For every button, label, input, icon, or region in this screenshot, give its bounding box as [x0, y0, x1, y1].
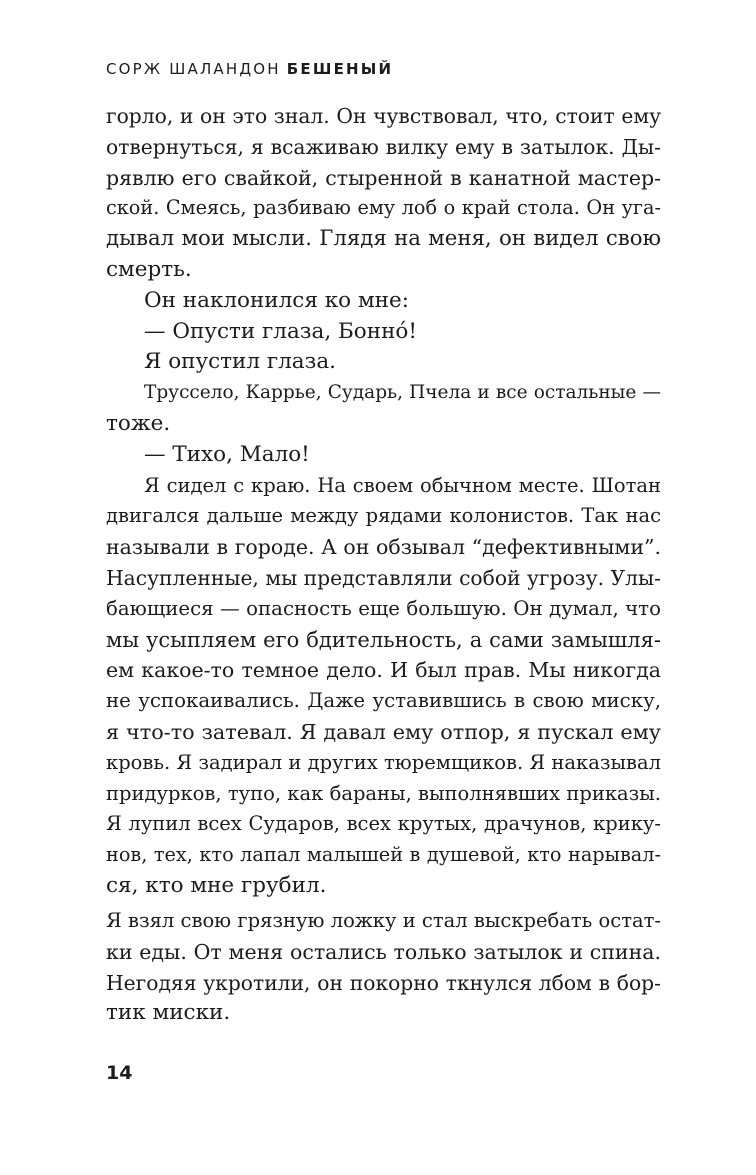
- text-line: Я лупил всех Сударов, всех крутых, драчунов, крику-: [106, 812, 661, 836]
- header-author: СОРЖ ШАЛАНДОН: [106, 60, 281, 78]
- text-line: придурков, тупо, как бараны, выполнявших приказы.: [106, 781, 661, 805]
- text-line: рявлю его свайкой, стыренной в канатной мастер-: [106, 165, 661, 190]
- text-line: Насупленные, мы представляли собой угрозу. Улы-: [106, 565, 661, 590]
- text-line: горло, и он это знал. Он чувствовал, что, стоит ему: [106, 104, 661, 128]
- text-line: ем какое-то темное дело. И был прав. Мы никогда: [106, 658, 661, 683]
- section-break-text: [106, 906, 661, 1029]
- text-line: ской. Смеясь, разбиваю ему лоб о край стола. Он уга-: [106, 196, 661, 220]
- running-header: [106, 60, 393, 78]
- text-line: мы усыпляем его бдительность, а сами замышля-: [106, 627, 661, 652]
- text-line: смерть.: [106, 256, 192, 282]
- text-line: Труссело, Каррье, Сударь, Пчела и все остальные —: [144, 382, 661, 404]
- text-line: я что-то затевал. Я давал ему отпор, я пускал ему: [106, 719, 661, 744]
- text-line: двигался дальше между рядами колонистов. Так нас: [106, 504, 661, 528]
- text-line: называли в городе. А он обзывал “дефективными”.: [106, 535, 661, 560]
- text-line: нов, тех, кто лапал малышей в душевой, кто нарывал-: [106, 843, 661, 867]
- text-line: ки еды. От меня остались только затылок и спина.: [106, 939, 661, 964]
- text-line: ся, кто мне грубил.: [106, 872, 327, 898]
- page-number: 14: [106, 1062, 133, 1084]
- text-line: Негодяя укротили, он покорно ткнулся лбом в бор-: [106, 970, 661, 995]
- header-book-title: БЕШЕНЫЙ: [286, 60, 394, 78]
- text-line: не успокаивались. Даже уставившись в свою миску,: [106, 689, 661, 713]
- text-line: тик миски.: [106, 1000, 231, 1026]
- text-line: отвернуться, я всаживаю вилку ему в затылок. Ды-: [106, 134, 661, 159]
- text-line: бающиеся — опасность еще большую. Он думал, что: [106, 596, 661, 620]
- text-line: тоже.: [106, 410, 171, 436]
- text-line: Я опустил глаза.: [144, 349, 336, 375]
- text-line: — Тихо, Мало!: [144, 441, 310, 467]
- text-line: Я взял свою грязную ложку и стал выскребать остат-: [106, 909, 661, 932]
- text-line: Я сидел с краю. На своем обычном месте. Шотан: [144, 473, 661, 497]
- body-text: [106, 101, 661, 902]
- text-line: кровь. Я задирал и других тюремщиков. Я наказывал: [106, 750, 661, 774]
- text-line: Он наклонился ко мне:: [144, 287, 409, 313]
- text-line: — Опусти глаза, Боннó!: [144, 318, 417, 344]
- text-line: дывал мои мысли. Глядя на меня, он видел свою: [106, 226, 661, 252]
